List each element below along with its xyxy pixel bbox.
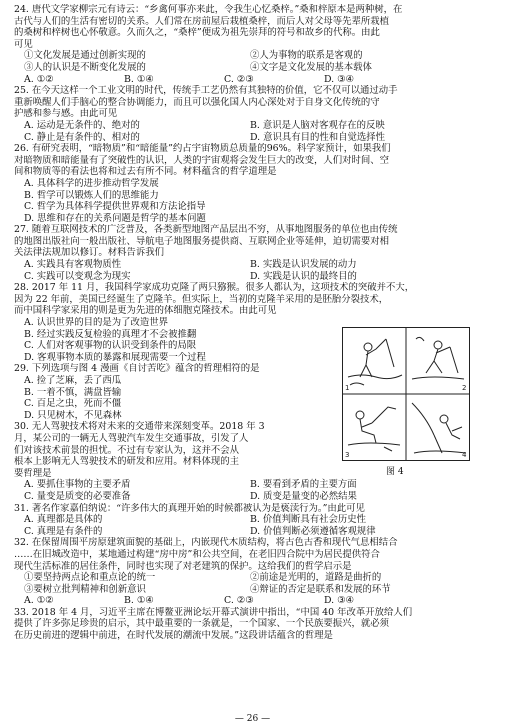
question-31 xyxy=(14,503,496,538)
q24-statement: ③人的认识是不断变化发展的 xyxy=(24,61,146,73)
q28-option-c: C. 人们对客观事物的认识受到条件的局限 xyxy=(24,340,197,352)
q32-choice-d: D. ③④ xyxy=(324,595,354,607)
q26-options xyxy=(14,178,496,224)
q29-option-a: A. 捡了芝麻，丢了西瓜 xyxy=(24,375,122,386)
q28-option-d: D. 客观事物本质的暴露和展现需要一个过程 xyxy=(24,351,206,363)
q25-stem-line: 25. 在今天这样一个工业文明的时代，传统手工艺仍然有其独特的价值，它不仅可以通过动手 xyxy=(14,85,398,97)
q26-option-d: D. 思维和存在的关系问题是哲学的基本问题 xyxy=(24,212,206,224)
q30-stem-line: 30. 无人驾驶技术将对未来的交通带来深刻变革。2018 年 3 xyxy=(14,421,265,433)
q32-statement: ②前途是光明的，道路是曲折的 xyxy=(250,572,382,584)
q25-stem-line: 护感和参与感。由此可见 xyxy=(14,108,118,120)
page-number: — 26 — xyxy=(234,714,271,724)
q25-option-b: B. 意识是人脑对客观存在的反映 xyxy=(250,119,385,131)
q31-option-d: D. 价值判断必须遵循客观规律 xyxy=(250,525,376,537)
cartoon-illustration xyxy=(342,327,470,461)
q31-option-a: A. 真理都是具体的 xyxy=(24,514,103,526)
q24-choices xyxy=(14,74,496,86)
q31-option-c: C. 真理是有条件的 xyxy=(24,525,103,537)
q24-statement: ④文字是文化发展的基本载体 xyxy=(250,61,372,73)
q26-option-a: A. 具体科学的进步推动哲学发展 xyxy=(24,177,159,189)
q27-option-c: C. 实践可以变观念为现实 xyxy=(24,270,131,282)
figure-caption: 图 4 xyxy=(386,467,404,477)
q25-option-a: A. 运动是无条件的、绝对的 xyxy=(24,119,140,131)
q26-stem-line: 间和物质等的看法也将和过去有所不同。材料蕴含的哲学道理是 xyxy=(14,166,277,178)
q25-option-d: D. 意识具有目的性和自觉选择性 xyxy=(250,131,386,143)
q32-stem-line: 现代生活标准的居住条件，同时也实现了对老建筑的保护。这给我们的哲学启示是 xyxy=(14,560,352,572)
q24-stem-line: 24. 唐代文学家柳宗元有诗云：“乡禽何事亦来此，令我生心忆桑梓。”桑和梓原本是两种树，在 xyxy=(14,4,403,15)
q24-statements xyxy=(14,50,496,73)
q33-stem-line: 在历史前进的逻辑中前进，在时代发展的潮流中发展。”这段讲话蕴含的哲理是 xyxy=(14,630,333,642)
q32-stem-line: ……在旧城改造中，某地通过构建“房中房”和公共空间，在老旧四合院中为居民提供符合 xyxy=(14,548,380,560)
q28-stem-line: 因为 22 年前，美国已经诞生了克隆羊。但实际上，当初的克隆羊采用的是胚胎分裂技术， xyxy=(14,293,389,305)
q30-option-c: C. 量变是质变的必要准备 xyxy=(24,490,131,502)
q32-choice-b: B. ①④ xyxy=(124,595,154,607)
q29-options xyxy=(14,375,336,421)
q28-option-b: B. 经过实践反复检验的真理才不会被推翻 xyxy=(24,328,197,340)
q29-option-d: D. 只见树木，不见森林 xyxy=(24,409,122,421)
question-32 xyxy=(14,537,496,607)
q31-option-b: B. 价值判断具有社会历史性 xyxy=(250,514,366,526)
q30-option-b: B. 要看到矛盾的主要方面 xyxy=(250,479,357,491)
q29-option-b: B. 一着不慎，满盘皆输 xyxy=(24,386,122,398)
figure-4 xyxy=(342,327,472,483)
q24-choice-b: B. ①④ xyxy=(124,73,154,85)
question-24 xyxy=(14,4,496,85)
q25-stem-line: 重新唤醒人们手脑心的整合协调能力，而且可以强化国人内心深处对于自身文化传统的守 xyxy=(14,96,380,108)
q25-option-c: C. 静止是有条件的、相对的 xyxy=(24,131,140,143)
q26-stem-line: 26. 有研究表明，“暗物质”和“暗能量”约占宇宙物质总质量的96%。科学家预计，如果我们 xyxy=(14,143,391,155)
panel-3-number: 3 xyxy=(345,451,350,459)
q32-statement: ③要树立批判精神和创新意识 xyxy=(24,583,146,595)
q24-stem-line: 古代与人们的生活有密切的关系。人们常在房前屋后栽植桑梓，而后人对父母等先辈所栽植 xyxy=(14,15,390,27)
q32-choice-c: C. ②③ xyxy=(224,595,254,607)
q24-choice-a: A. ①② xyxy=(24,73,54,85)
q24-statement: ①文化发展是通过创新实现的 xyxy=(24,50,146,62)
q27-stem-line: 关法律法规加以修订。材料告诉我们 xyxy=(14,247,165,259)
panel-1-number: 1 xyxy=(345,384,350,392)
q30-option-a: A. 要抓住事物的主要矛盾 xyxy=(24,479,131,491)
q27-option-d: D. 实践是认识的最终目的 xyxy=(250,270,357,282)
q28-stem-line: 而中国科学家采用的则是更为先进的体细胞克隆技术。由此可见 xyxy=(14,305,277,317)
q24-choice-c: C. ②③ xyxy=(224,73,254,85)
question-27 xyxy=(14,224,496,282)
q30-stem-line: 根本上影响无人驾驶技术的研发和应用。材料体现的主 xyxy=(14,456,240,468)
q27-option-a: A. 实践具有客观物质性 xyxy=(24,259,122,271)
q32-stem-line: 32. 在保留周围平房原建筑面貌的基础上，内嵌现代木质结构，将古色古香和现代气息相结合 xyxy=(14,537,398,549)
q32-statement: ①要坚持两点论和重点论的统一 xyxy=(24,572,156,584)
q30-stem-line: 们对该技术前景的担忧。不过有专家认为，这并不会从 xyxy=(14,444,240,456)
q28-option-a: A. 认识世界的目的是为了改造世界 xyxy=(24,317,168,329)
q26-option-c: C. 哲学为具体科学提供世界观和方法论指导 xyxy=(24,201,206,213)
q32-statements xyxy=(14,572,496,595)
q28-stem-line: 28. 2017 年 11 月，我国科学家成功克隆了两只猕猴。很多人都认为，这项技术的突破并不大， xyxy=(14,282,415,294)
q30-option-d: D. 质变是量变的必然结果 xyxy=(250,490,357,502)
question-26 xyxy=(14,143,496,224)
q32-statement: ④辩证的否定是联系和发展的环节 xyxy=(250,583,391,595)
q29-stem-line: 29. 下列选项与图 4 漫画《自讨苦吃》蕴含的哲理相符的是 xyxy=(14,363,260,375)
q30-stem-line: 要哲理是 xyxy=(14,467,52,479)
q27-option-b: B. 实践是认识发展的动力 xyxy=(250,259,357,271)
q27-options xyxy=(14,259,496,282)
question-25 xyxy=(14,85,496,143)
q25-options xyxy=(14,120,496,143)
panel-4-number: 4 xyxy=(462,451,467,459)
q32-choice-a: A. ①② xyxy=(24,595,54,607)
question-33 xyxy=(14,607,496,642)
q24-stem-line: 的桑树和梓树也心怀敬意。久而久之，“桑梓”便成为祖先崇拜的符号和故乡的代称。由此 xyxy=(14,27,380,39)
q32-choices xyxy=(14,595,496,607)
q27-stem-line: 的地图出版社向一般出版社、导航电子地图服务提供商、互联网企业等延伸，迫切需要对相 xyxy=(14,235,390,247)
q29-option-c: C. 百足之虫，死而不僵 xyxy=(24,398,122,410)
q28-options xyxy=(14,317,346,363)
question-29 xyxy=(14,363,336,421)
q30-stem-line: 月，某公司的一辆无人驾驶汽车发生交通事故，引发了人 xyxy=(14,432,249,444)
q24-statement: ②人为事物的联系是客观的 xyxy=(250,50,363,62)
q26-stem-line: 对暗物质和暗能量有了突破性的认识，人类的宇宙观将会发生巨大的改变，人们对时间、空 xyxy=(14,154,390,166)
q26-option-b: B. 哲学可以锻炼人们的思维能力 xyxy=(24,189,159,201)
q27-stem-line: 27. 随着互联网技术的广泛普及，各类新型地图产品层出不穷，从事地图服务的单位也由传统 xyxy=(14,224,398,236)
panel-2-number: 2 xyxy=(462,384,467,392)
q31-stem-line: 31. 著名作家嘉伯纳说：“许多伟大的真理开始的时候都被认为是亵渎行为。”由此可见 xyxy=(14,502,365,514)
q31-options xyxy=(14,514,496,537)
q24-stem-line: 可见 xyxy=(14,38,33,50)
exam-page xyxy=(14,4,496,642)
q33-stem-line: 提供了许多弥足珍贵的启示，其中最重要的一条就是，一个国家、一个民族要振兴，就必须 xyxy=(14,618,390,630)
q24-choice-d: D. ③④ xyxy=(324,73,354,85)
q33-stem-line: 33. 2018 年 4 月，习近平主席在博鳌亚洲论坛开幕式演讲中指出，“中国 40 年改革开放给人们 xyxy=(14,606,413,618)
